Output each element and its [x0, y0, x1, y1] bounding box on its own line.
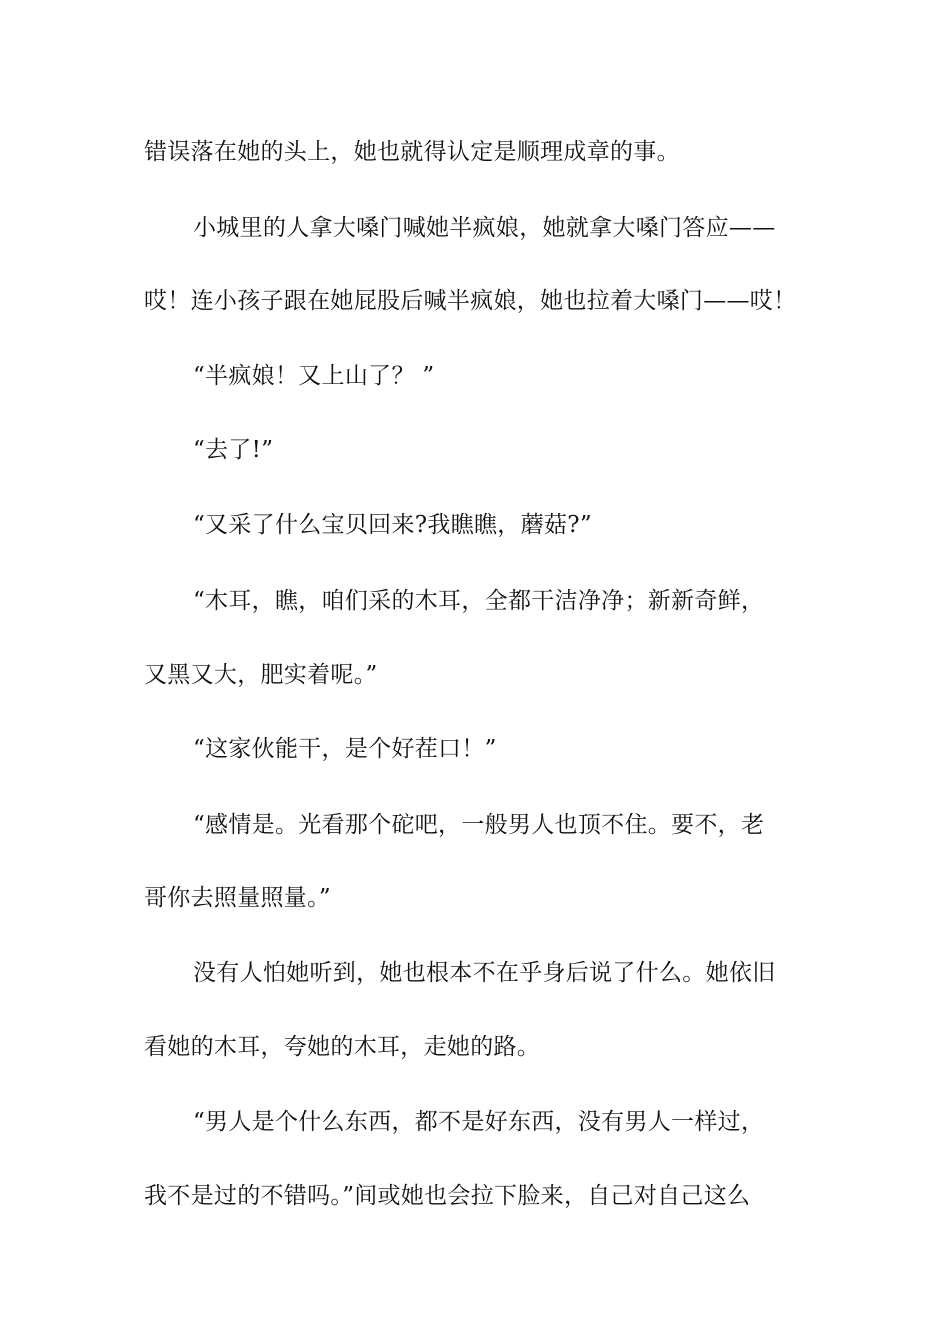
text-line: “又采了什么宝贝回来?我瞧瞧，蘑菇?”: [193, 512, 592, 538]
text-line: 没有人怕她听到，她也根本不在乎身后说了什么。她依旧: [193, 960, 776, 986]
text-line: “去了!”: [193, 437, 274, 463]
text-line: 我不是过的不错吗。”间或她也会拉下脸来，自己对自己这么: [144, 1183, 751, 1209]
text-line: 又黑又大，肥实着呢。”: [144, 662, 378, 688]
text-line: “木耳，瞧，咱们采的木耳，全都干洁净净；新新奇鲜，: [193, 588, 765, 614]
text-line: “男人是个什么东西，都不是好东西，没有男人一样过，: [193, 1109, 765, 1135]
text-line: “这家伙能干，是个好茬口！”: [193, 736, 497, 762]
text-line: “半疯娘！又上山了？ ”: [193, 363, 435, 389]
text-line: 哎！连小孩子跟在她屁股后喊半疯娘，她也拉着大嗓门——哎！: [144, 288, 797, 314]
text-line: 错误落在她的头上，她也就得认定是顺理成章的事。: [144, 139, 680, 165]
text-line: 哥你去照量照量。”: [144, 885, 331, 911]
text-line: 看她的木耳，夸她的木耳，走她的路。: [144, 1034, 541, 1060]
text-line: 小城里的人拿大嗓门喊她半疯娘，她就拿大嗓门答应——: [193, 215, 776, 241]
text-line: “感情是。光看那个砣吧，一般男人也顶不住。要不，老: [193, 812, 765, 838]
